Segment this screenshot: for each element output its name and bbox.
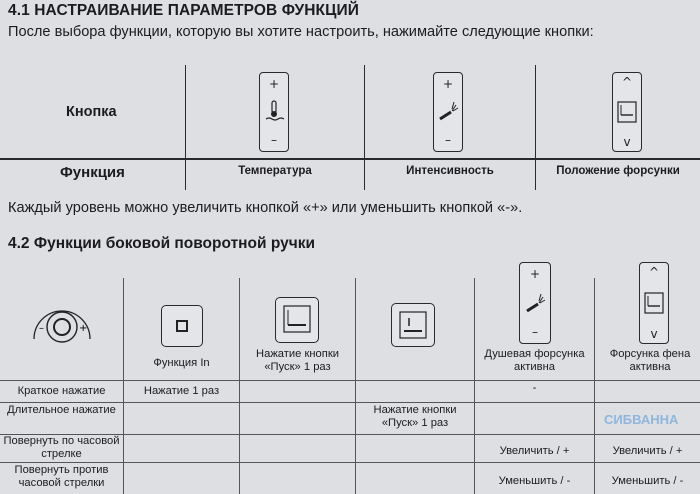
counterclockwise-shower-cell: Уменьшить / - bbox=[498, 475, 571, 487]
dryer-position-button bbox=[639, 262, 669, 344]
column-header: Душевая форсунка активна bbox=[484, 348, 585, 373]
rear-wash-button bbox=[275, 297, 319, 343]
temperature-icon bbox=[264, 99, 284, 123]
column-header: Нажатие кнопки «Пуск» 1 раз bbox=[256, 348, 339, 373]
watermark-text: СИБВАННА bbox=[604, 412, 679, 427]
rotary-knob-icon bbox=[22, 297, 102, 357]
chevron-up-icon: ^ bbox=[648, 265, 660, 279]
plus-icon: + bbox=[268, 77, 280, 91]
minus-icon: – bbox=[532, 325, 538, 339]
table2-vline bbox=[355, 278, 356, 494]
section1-note: Каждый уровень можно увеличить кнопкой «+» или уменьшить кнопкой «-». bbox=[8, 200, 523, 216]
square-icon bbox=[162, 306, 202, 346]
minus-icon: – bbox=[271, 133, 277, 147]
shower-intensity-button bbox=[519, 262, 551, 344]
table1-divider bbox=[0, 158, 700, 160]
row-button-label: Кнопка bbox=[66, 104, 117, 120]
function-label: Положение форсунки bbox=[556, 165, 680, 177]
section1-intro: После выбора функции, которую вы хотите настроить, нажимайте следующие кнопки: bbox=[8, 24, 594, 40]
counterclockwise-dryer-cell: Уменьшить / - bbox=[611, 475, 684, 487]
column-header: Форсунка фена активна bbox=[609, 348, 691, 373]
spray-icon bbox=[437, 99, 459, 123]
dash-cell: - bbox=[532, 382, 537, 394]
row-label-clockwise: Повернуть по часовой стрелке bbox=[3, 435, 120, 460]
watermark-logo bbox=[604, 412, 678, 427]
table2-vline bbox=[239, 278, 240, 494]
row-label-long-press: Длительное нажатие bbox=[7, 404, 116, 416]
front-wash-icon bbox=[392, 304, 434, 346]
column-header: Функция In bbox=[153, 357, 210, 369]
plus-icon: + bbox=[529, 267, 541, 281]
function-label: Температура bbox=[238, 165, 312, 177]
front-wash-button bbox=[391, 303, 435, 347]
function-label: Интенсивность bbox=[406, 165, 494, 177]
short-press-cell: Нажатие 1 раз bbox=[143, 385, 220, 397]
long-press-cell: Нажатие кнопки «Пуск» 1 раз bbox=[373, 404, 457, 429]
section2-heading: 4.2 Функции боковой поворотной ручки bbox=[8, 235, 316, 252]
svg-text:+: + bbox=[79, 323, 88, 334]
function-in-button bbox=[161, 305, 203, 347]
section1-heading: 4.1 НАСТРАИВАНИЕ ПАРАМЕТРОВ ФУНКЦИЙ bbox=[8, 2, 359, 19]
minus-icon: – bbox=[445, 133, 451, 147]
row-label-short-press: Краткое нажатие bbox=[17, 385, 106, 397]
table2-vline bbox=[594, 278, 595, 494]
chevron-down-icon: v bbox=[650, 327, 658, 341]
plus-icon: + bbox=[442, 77, 454, 91]
chevron-down-icon: v bbox=[623, 135, 631, 149]
nozzle-position-icon bbox=[617, 101, 637, 123]
row-function-label: Функция bbox=[60, 164, 125, 181]
intensity-button bbox=[433, 72, 463, 152]
chevron-up-icon: ^ bbox=[621, 75, 633, 89]
svg-text:–: – bbox=[39, 323, 44, 334]
nozzle-position-icon bbox=[644, 292, 664, 314]
clockwise-dryer-cell: Увеличить / + bbox=[612, 445, 683, 457]
spray-icon bbox=[524, 291, 546, 315]
temperature-button bbox=[259, 72, 289, 152]
clockwise-shower-cell: Увеличить / + bbox=[499, 445, 570, 457]
nozzle-position-button bbox=[612, 72, 642, 152]
row-label-counterclockwise: Повернуть против часовой стрелки bbox=[14, 464, 109, 489]
rear-wash-icon bbox=[276, 298, 318, 342]
